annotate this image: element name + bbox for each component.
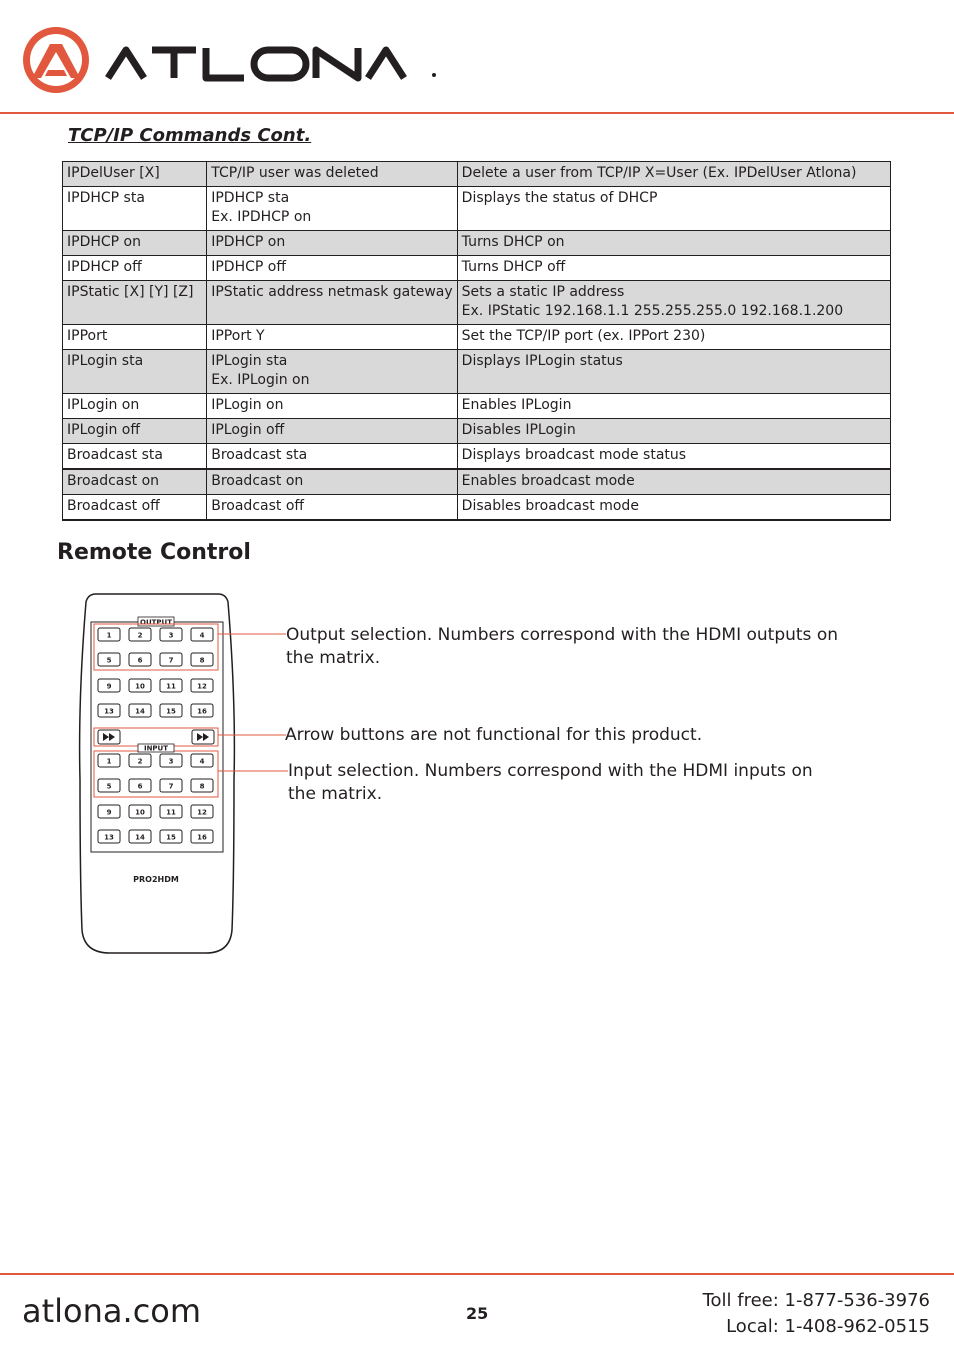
output-button-label: 8 bbox=[199, 656, 205, 665]
section-title: TCP/IP Commands Cont. bbox=[68, 125, 312, 146]
example-cell bbox=[207, 281, 457, 325]
input-button-label: 1 bbox=[106, 757, 112, 766]
input-button-10[interactable] bbox=[129, 805, 151, 818]
description-cell bbox=[457, 444, 890, 470]
input-button-11[interactable] bbox=[160, 805, 182, 818]
description-cell-line: Disables broadcast mode bbox=[461, 498, 639, 514]
description-cell bbox=[457, 325, 890, 350]
command-cell-line: IPLogin on bbox=[67, 397, 140, 413]
table-row bbox=[63, 495, 891, 521]
contact-info bbox=[703, 1288, 930, 1340]
command-cell-line: IPDelUser [X] bbox=[67, 165, 160, 181]
example-cell bbox=[207, 444, 457, 470]
output-button-3[interactable] bbox=[160, 628, 182, 641]
example-cell-line: Ex. IPLogin on bbox=[211, 372, 310, 388]
output-button-2[interactable] bbox=[129, 628, 151, 641]
atlona-wordmark-icon bbox=[108, 48, 404, 78]
description-cell bbox=[457, 256, 890, 281]
table-row bbox=[63, 162, 891, 187]
input-button-label: 8 bbox=[199, 782, 205, 791]
atlona-emblem-icon bbox=[23, 27, 89, 93]
input-button-label: 5 bbox=[106, 782, 112, 791]
command-cell-line: Broadcast on bbox=[67, 473, 160, 489]
example-cell-line: IPLogin off bbox=[211, 422, 285, 438]
output-button-14[interactable] bbox=[129, 704, 151, 717]
description-cell-line: Displays broadcast mode status bbox=[461, 447, 687, 463]
description-cell bbox=[457, 231, 890, 256]
command-cell bbox=[63, 419, 207, 444]
example-cell-line: Broadcast on bbox=[211, 473, 304, 489]
command-cell-line: IPDHCP on bbox=[67, 234, 141, 250]
example-cell-line: IPDHCP off bbox=[211, 259, 286, 275]
output-button-label: 5 bbox=[106, 656, 112, 665]
description-cell-line: Disables IPLogin bbox=[461, 422, 576, 438]
description-cell bbox=[457, 394, 890, 419]
input-button-label: 11 bbox=[166, 808, 176, 817]
command-cell bbox=[63, 444, 207, 470]
remote-title: Remote Control bbox=[57, 540, 251, 565]
example-cell-line: IPStatic address netmask gateway bbox=[211, 284, 453, 300]
command-cell bbox=[63, 281, 207, 325]
input-button-label: 16 bbox=[197, 833, 207, 842]
input-button-5[interactable] bbox=[98, 779, 120, 792]
input-label: INPUT bbox=[143, 744, 169, 753]
command-cell bbox=[63, 350, 207, 394]
command-cell bbox=[63, 187, 207, 231]
output-button-15[interactable] bbox=[160, 704, 182, 717]
example-cell bbox=[207, 256, 457, 281]
description-cell-line: Turns DHCP on bbox=[461, 234, 565, 250]
example-cell-line: Broadcast off bbox=[211, 498, 305, 514]
description-cell bbox=[457, 187, 890, 231]
output-button-label: 16 bbox=[197, 707, 207, 716]
example-cell-line: IPLogin sta bbox=[211, 353, 288, 369]
output-button-label: 1 bbox=[106, 631, 112, 640]
output-button-label: 11 bbox=[166, 682, 176, 691]
example-cell-line: Broadcast sta bbox=[211, 447, 308, 463]
input-button-label: 2 bbox=[137, 757, 143, 766]
description-cell-line: Enables IPLogin bbox=[461, 397, 572, 413]
command-cell-line: IPDHCP off bbox=[67, 259, 142, 275]
table-row bbox=[63, 419, 891, 444]
remote-body bbox=[80, 594, 235, 953]
output-button-6[interactable] bbox=[129, 653, 151, 666]
input-button-13[interactable] bbox=[98, 830, 120, 843]
footer-rule bbox=[0, 1273, 954, 1275]
atlona-logo bbox=[22, 26, 442, 96]
table-row bbox=[63, 187, 891, 231]
example-cell-line: IPPort Y bbox=[211, 328, 265, 344]
command-cell bbox=[63, 325, 207, 350]
table-row bbox=[63, 231, 891, 256]
example-cell bbox=[207, 419, 457, 444]
input-button-label: 7 bbox=[168, 782, 174, 791]
output-button-13[interactable] bbox=[98, 704, 120, 717]
input-button-16[interactable] bbox=[191, 830, 213, 843]
description-cell bbox=[457, 281, 890, 325]
input-button-4[interactable] bbox=[191, 754, 213, 767]
input-button-label: 12 bbox=[197, 808, 207, 817]
output-button-5[interactable] bbox=[98, 653, 120, 666]
command-cell bbox=[63, 256, 207, 281]
output-button-9[interactable] bbox=[98, 679, 120, 692]
output-button-label: 12 bbox=[197, 682, 207, 691]
input-button-14[interactable] bbox=[129, 830, 151, 843]
input-button-label: 6 bbox=[137, 782, 143, 791]
description-cell bbox=[457, 162, 890, 187]
header-rule bbox=[0, 112, 954, 114]
table-row bbox=[63, 350, 891, 394]
input-button-1[interactable] bbox=[98, 754, 120, 767]
commands-table bbox=[62, 161, 891, 521]
description-cell-line: Enables broadcast mode bbox=[461, 473, 635, 489]
command-cell bbox=[63, 231, 207, 256]
arrow-button-right[interactable] bbox=[192, 730, 214, 744]
description-cell bbox=[457, 495, 890, 521]
output-button-11[interactable] bbox=[160, 679, 182, 692]
callout-output: Output selection. Numbers correspond with the HDMI outputs on the matrix. bbox=[286, 625, 838, 668]
output-button-4[interactable] bbox=[191, 628, 213, 641]
description-cell-line: Displays the status of DHCP bbox=[461, 190, 658, 206]
output-button-label: 13 bbox=[104, 707, 114, 716]
description-cell-line: Ex. IPStatic 192.168.1.1 255.255.255.0 192.168.1.200 bbox=[461, 303, 844, 319]
example-cell bbox=[207, 394, 457, 419]
example-cell-line: TCP/IP user was deleted bbox=[211, 165, 379, 181]
table-row bbox=[63, 281, 891, 325]
output-button-12[interactable] bbox=[191, 679, 213, 692]
command-cell bbox=[63, 469, 207, 495]
example-cell bbox=[207, 495, 457, 521]
output-button-label: 15 bbox=[166, 707, 176, 716]
output-button-1[interactable] bbox=[98, 628, 120, 641]
remote-model: PRO2HDM bbox=[133, 875, 179, 884]
command-cell bbox=[63, 394, 207, 419]
command-cell-line: IPPort bbox=[67, 328, 108, 344]
command-cell-line: IPLogin off bbox=[67, 422, 141, 438]
input-button-8[interactable] bbox=[191, 779, 213, 792]
input-button-label: 10 bbox=[135, 808, 145, 817]
input-button-label: 13 bbox=[104, 833, 114, 842]
description-cell bbox=[457, 350, 890, 394]
page-number: 25 bbox=[466, 1304, 489, 1323]
example-cell-line: Ex. IPDHCP on bbox=[211, 209, 312, 225]
example-cell-line: IPLogin on bbox=[211, 397, 284, 413]
table-row bbox=[63, 256, 891, 281]
command-cell-line: IPDHCP sta bbox=[67, 190, 145, 206]
table-row bbox=[63, 444, 891, 470]
example-cell-line: IPDHCP on bbox=[211, 234, 286, 250]
callout-input: Input selection. Numbers correspond with the HDMI inputs on the matrix. bbox=[288, 761, 813, 804]
command-cell bbox=[63, 162, 207, 187]
table-row bbox=[63, 325, 891, 350]
output-button-7[interactable] bbox=[160, 653, 182, 666]
description-cell-line: Displays IPLogin status bbox=[461, 353, 623, 369]
callout-arrows: Arrow buttons are not functional for this product. bbox=[285, 725, 703, 745]
description-cell bbox=[457, 419, 890, 444]
example-cell bbox=[207, 231, 457, 256]
description-cell-line: Sets a static IP address bbox=[461, 284, 625, 300]
output-button-label: 9 bbox=[106, 682, 112, 691]
output-button-label: 2 bbox=[137, 631, 143, 640]
local-phone: Local: 1-408-962-0515 bbox=[726, 1316, 930, 1337]
output-button-label: 4 bbox=[199, 631, 205, 640]
output-button-10[interactable] bbox=[129, 679, 151, 692]
example-cell-line: IPDHCP sta bbox=[211, 190, 290, 206]
output-button-label: 6 bbox=[137, 656, 143, 665]
input-button-label: 4 bbox=[199, 757, 205, 766]
output-label: OUTPUT bbox=[140, 618, 172, 627]
example-cell bbox=[207, 162, 457, 187]
input-button-9[interactable] bbox=[98, 805, 120, 818]
toll-free: Toll free: 1-877-536-3976 bbox=[702, 1290, 930, 1311]
description-cell-line: Turns DHCP off bbox=[461, 259, 566, 275]
example-cell bbox=[207, 350, 457, 394]
input-button-label: 3 bbox=[168, 757, 174, 766]
table-row bbox=[63, 469, 891, 495]
input-button-3[interactable] bbox=[160, 754, 182, 767]
output-button-label: 7 bbox=[168, 656, 174, 665]
example-cell bbox=[207, 187, 457, 231]
input-button-label: 14 bbox=[135, 833, 145, 842]
output-button-8[interactable] bbox=[191, 653, 213, 666]
command-cell-line: Broadcast off bbox=[67, 498, 160, 514]
input-button-12[interactable] bbox=[191, 805, 213, 818]
input-button-2[interactable] bbox=[129, 754, 151, 767]
input-button-label: 15 bbox=[166, 833, 176, 842]
example-cell bbox=[207, 469, 457, 495]
input-button-label: 9 bbox=[106, 808, 112, 817]
table-row bbox=[63, 394, 891, 419]
output-button-label: 10 bbox=[135, 682, 145, 691]
command-cell-line: IPStatic [X] [Y] [Z] bbox=[67, 284, 194, 300]
input-button-15[interactable] bbox=[160, 830, 182, 843]
description-cell-line: Set the TCP/IP port (ex. IPPort 230) bbox=[461, 328, 706, 344]
output-button-16[interactable] bbox=[191, 704, 213, 717]
site-link[interactable]: atlona.com bbox=[22, 1292, 202, 1330]
command-cell bbox=[63, 495, 207, 521]
output-button-label: 14 bbox=[135, 707, 145, 716]
registered-mark-icon bbox=[432, 73, 436, 77]
output-button-label: 3 bbox=[168, 631, 174, 640]
description-cell bbox=[457, 469, 890, 495]
command-cell-line: Broadcast sta bbox=[67, 447, 163, 463]
input-button-6[interactable] bbox=[129, 779, 151, 792]
description-cell-line: Delete a user from TCP/IP X=User (Ex. IPDelUser Atlona) bbox=[461, 165, 857, 181]
arrow-button-left[interactable] bbox=[98, 730, 120, 744]
example-cell bbox=[207, 325, 457, 350]
input-button-7[interactable] bbox=[160, 779, 182, 792]
command-cell-line: IPLogin sta bbox=[67, 353, 144, 369]
